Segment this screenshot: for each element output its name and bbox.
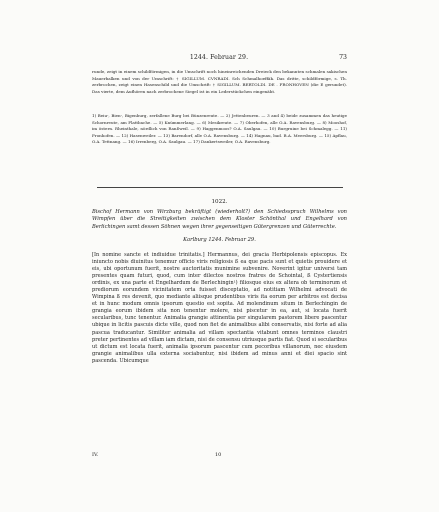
page-number: 73: [339, 54, 347, 61]
document-number: 1022.: [211, 199, 228, 205]
page-footer: [92, 452, 347, 460]
body-paragraph: [In nomine sancte et indiuidue trinitatis.] Hermannus, dei gracia Herbipolensis episcopus. Ex iniuncto nobis diuinitus tenemur officio viris religiosis ß ea que pacis sunt et quietis prouidere et eis, ubi oportunum fuerit, nostre auctoritatis munimine subvenire. Noverint igitur universi tam presentes quam futuri, quod, cum inter dilectos nostros fratres de Schointal, ß Cystertiensis ordinis, ex una parte et Engelhardum de Berlechingin¹) filiosque eius ex altera ob terminorum et prediorum eorundem vicinitatem orta fuisset disceptatio, ad notitiam Wilhelmi advocati de Wimpina ß res devenit, quo mediante aliisque prudentibus viris ita eorum per arbitros est decisa et in hunc modum omnis ipsorum questio est sopita. Ad molendinum situm in Berlechingin de grangia eorum ibidem sita non tenentur molere, nisi piscetur in ea, aut, si locata fuerit secularibus, tunc tenentur. Animalia grangie attinentia per singularem pastorem libere pascentur ubique in licitis pascuis dicte ville, quod non fiet de animalibus alibi conservatis, nisi forte ad alia pascua traducantur. Similiter animalia ad villam spectantia vitabunt omnes terminos claustri preter pertinentes ad villam iam dictam, nisi de consensu utriusque partis fiat. Quod si secularibus ut dictum est locata fuerit, animalia ipsorum pascentur cum pecoribus villanorum, nec eiusdem grangie animalibus ulla externa sociabuntur, nisi ibidem ad minus anni et diei spacio sint pascenda. Ubicumque: [92, 252, 347, 364]
document-regest: Bischof Hermann von Wirzburg bekräftigt (wiederholt?) den Schiedsspruch Wilhelms von Wimpfen über die Streitigkeiten zwischen dem Kloster Schönthal und Engelhard von Berlichingen samt dessen Söhnen wegen ihrer gegenseitigen Gütergrenzen und Güterrechte.: [92, 209, 347, 230]
document-dateline: Karlburg 1244. Februar 29.: [183, 237, 256, 243]
volume-signature: IV.: [92, 452, 99, 458]
footnote-list: 1) Beiu-, Bien-, Bigenburg, zerfallene Burg bei Bünzenreute. — 2) Jettenbeuren. — 3 and 4) beide zusammen das heutige Schornreute, am Flattbache. — 5) Knümmerlang. — 6) Mesikreute. — 7) Oberhofen, alle O.A. Ravensburg. — 8) Mooshof, im östern. Rheinthale, nördlich von Ranßweil. — 9) Haggenmoos? O.A. Saulgau. — 10) Burgruine bei Schmalegg. — 11) Fronhofen. — 12) Hasenweiler. — 13) Barendorf, alle O.A. Ravensburg. — 14) Hagnau, bad. B.A. Meersburg. — 15) Apflau, O.A. Tettnang. — 16) Irrenberg, O.A. Saulgau. — 17) Dankertsweiler, O.A. Ravensburg.: [92, 113, 347, 145]
seal-description: runde, zeigt in einem schildförmigen, in die Umschrift noch hineinreichenden Dreieck den bekannten schmalen sakischen Mauerbalken und von der Umschrift: † SIGILLUM. CVNRADI. Sch Schmalhoeffäk. Das dritte, schildförmige, s. Th. zerbrochen, zeigt einen Hasenschild und die Umschrift: † SIGILLUM. BERTOLDI. DE . FRONHOVEN (die E gerundet). Das vierte, dem Aufhören nach zerbrochene Siegel ist in ein Lederstückchen eingenäht.: [92, 69, 347, 94]
running-header: [92, 54, 347, 64]
section-divider: [97, 187, 343, 188]
footnotes: [92, 113, 347, 146]
sheet-signature: 10: [215, 452, 222, 458]
document-body: [92, 252, 347, 365]
running-title: 1244. Februar 29.: [189, 54, 249, 61]
